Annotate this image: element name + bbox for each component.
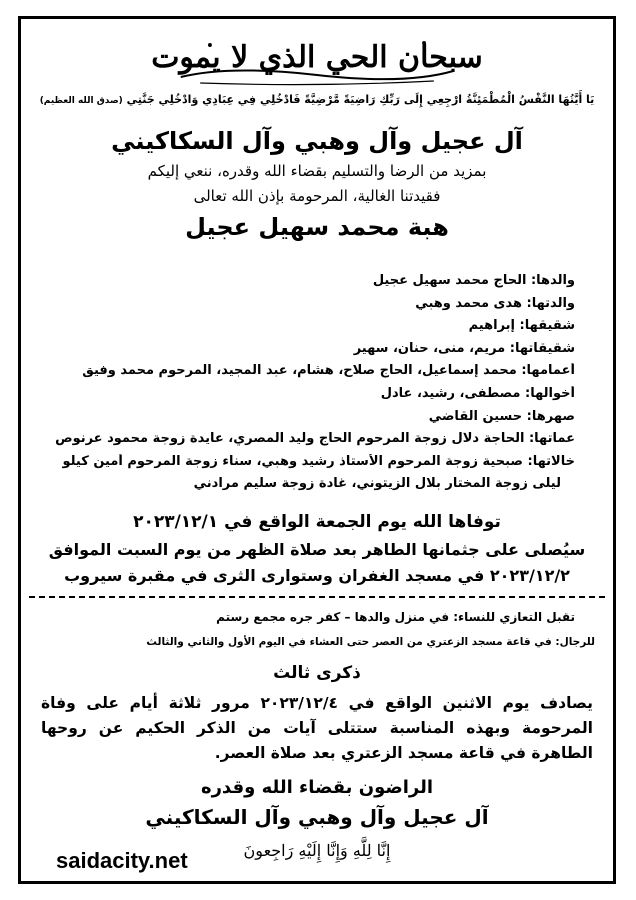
relative-row — [37, 409, 575, 424]
relative-row — [37, 476, 561, 491]
relative-label: والدها: — [530, 273, 575, 288]
relative-value: صبحية زوجة المرحوم الأستاذ رشيد وهبي، سناء زوجة المرحوم أمين كيلو — [62, 453, 523, 469]
families-title: آل عجيل وآل وهبي وآل السكاكيني — [111, 127, 523, 155]
relative-row — [37, 296, 575, 311]
death-date-line: توفاها الله يوم الجمعة الواقع في ٢٠٢٣/١٢/١ — [133, 512, 501, 532]
calligraphy-header — [151, 25, 483, 89]
prayer-info — [35, 537, 599, 589]
relative-row — [37, 386, 575, 401]
deceased-name: هبة محمد سهيل عجيل — [185, 213, 449, 241]
relative-row — [37, 318, 575, 333]
relative-row — [37, 363, 575, 378]
quran-verse-line — [29, 93, 605, 106]
closing-verse: إِنَّا لِلَّهِ وَإِنَّا إِلَيْهِ رَاجِعونَ — [243, 841, 391, 860]
third-day-title: ذكرى ثالث — [273, 663, 361, 683]
prayer-line-1: سيُصلى على جثمانها الطاهر بعد صلاة الظهر من يوم السبت الموافق — [48, 540, 586, 559]
relative-value: مصطفى، رشيد، عادل — [380, 386, 521, 401]
relative-label: خالاتها: — [527, 453, 575, 469]
relative-row — [37, 273, 575, 288]
relative-label: شقيقاتها: — [509, 340, 575, 356]
relative-row — [37, 454, 575, 469]
site-watermark: saidacity.net — [56, 848, 188, 873]
relative-value: الحاجة دلال زوجة المرحوم الحاج وليد المصري، عايدة زوجة محمود عرنوص — [55, 431, 525, 447]
relative-value: محمد إسماعيل، الحاج صلاح، هشام، عبد المجيد، المرحوم محمد وفيق — [82, 363, 517, 379]
obituary-card — [18, 16, 616, 884]
relative-label: صهرها: — [526, 408, 575, 424]
prayer-line-2: ٢٠٢٣/١٢/٢ في مسجد الغفران وستوارى الثرى في مقبرة سيروب — [64, 566, 570, 585]
condolences-women: تقبل التعازي للنساء: في منزل والدها – كفر جره مجمع رستم — [216, 610, 575, 624]
divider — [29, 596, 605, 598]
relative-row — [37, 341, 575, 356]
relative-value: ليلى زوجة المختار بلال الزيتوني، غادة زوجة سليم مرادني — [193, 476, 561, 492]
relative-label: والدتها: — [526, 295, 575, 311]
relative-value: حسين القاضي — [428, 408, 523, 424]
relative-value: إبراهيم — [468, 318, 515, 334]
intro-line-2: فقيدتنا الغالية، المرحومة بإذن الله تعالى — [193, 187, 441, 205]
third-day-body: يصادف يوم الاثنين الواقع في ٢٠٢٣/١٢/٤ مرور ثلاثة أيام على وفاة المرحومة وبهذه المناسبة ستتلى آيات من الذكر الحكيم عن روحها الطاهرة في قاعة مسجد الزعتري بعد صلاة العصر. — [41, 694, 593, 762]
relative-value: هدى محمد وهبي — [415, 295, 522, 311]
quran-verse: يَا أَيَّتُهَا النَّفْسُ الْمُطْمَئِنَّةُ ارْجِعِي إِلَى رَبِّكِ رَاضِيَةً مَّرْضِيَّةً فَادْخُلِي فِي عِبَادِي وَادْخُلِي جَنَّتِي — [126, 93, 595, 106]
intro-line-1: بمزيد من الرضا والتسليم بقضاء الله وقدره، ننعي إليكم — [147, 162, 487, 180]
closing-families: آل عجيل وآل وهبي وآل السكاكيني — [145, 805, 489, 829]
quran-suffix: (صدق الله العظيم) — [39, 96, 123, 106]
relative-label: شقيقها: — [519, 318, 575, 334]
closing-content-line: الراضون بقضاء الله وقدره — [200, 777, 434, 798]
condolences-men: للرجال: في قاعة مسجد الزعتري من العصر حتى العشاء في اليوم الأول والثاني والثالث — [146, 636, 595, 648]
calligraphy-text: سبحان الحي الذي لا يموت — [151, 39, 483, 75]
relative-label: أعمامها: — [521, 363, 575, 379]
relative-value: مريم، منى، حنان، سهير — [353, 340, 506, 356]
relative-label: عماتها: — [528, 431, 575, 447]
relative-row — [37, 431, 575, 446]
relative-value: الحاج محمد سهيل عجيل — [372, 273, 527, 288]
relative-label: أخوالها: — [525, 386, 575, 401]
